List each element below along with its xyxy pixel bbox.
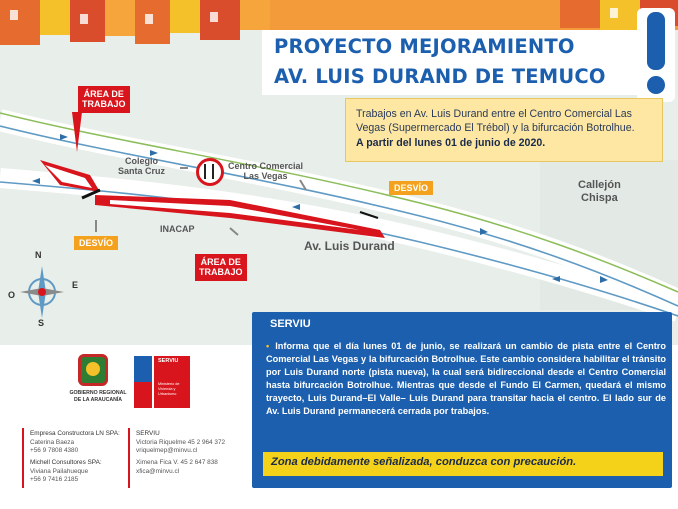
serviu-body-text: Informa que el día lunes 01 de junio, se realizará un cambio de pista entre el Centro Comercial Las Vegas y la bifurcación Botrolhue. Este cambio considera habilitar el tránsito por Luis Durand norte (pista nueva), la cual será bidireccional desde el Centro Comercial hasta bifurcación Botrolhue. Mientras que desde el Fundo El Carmen, quedará el mismo trayecto, Luis Durand–El Valle– Luis Durand para transitar hacia el centro. El lado sur de Av. Luis Durand permanecerá cerrada por trabajos. <box>266 341 666 417</box>
compass-rose <box>14 252 70 326</box>
label-inacap: INACAP <box>160 224 195 234</box>
notice-bar: Zona debidamente señalizada, conduzca con precaución. <box>263 452 663 476</box>
gobierno-logo <box>66 354 128 410</box>
contact-divider <box>22 428 24 488</box>
contact-serviu-2: Ximena Fica V. 45 2 647 838 xfica@minvu.cl <box>136 459 218 475</box>
compass-icon <box>8 250 79 328</box>
contact-serviu: SERVIU Victoria Riquelme 45 2 964 372 vriquelmep@minvu.cl <box>136 430 226 455</box>
exclamation-icon <box>637 8 675 102</box>
area-trabajo-pointer-1 <box>72 112 82 152</box>
serviu-logo <box>134 356 190 408</box>
ministerio-text: Ministerio de Vivienda y Urbanismo <box>158 382 180 397</box>
gobierno-text: GOBIERNO REGIONAL DE LA ARAUCANÍA <box>69 390 127 404</box>
compass-o: O <box>8 290 16 300</box>
label-avenida: Av. Luis Durand <box>304 239 395 253</box>
bullet-icon: • <box>266 341 270 351</box>
area-trabajo-tag-2: ÁREA DE TRABAJO <box>195 254 247 281</box>
label-callejon: Callejón Chispa <box>578 179 621 204</box>
serviu-logo-text: SERVIU <box>158 358 179 364</box>
exclamation-dot <box>647 76 665 94</box>
serviu-body <box>266 340 666 418</box>
title-line-2: AV. LUIS DURAND DE TEMUCO <box>274 65 606 88</box>
compass-s: S <box>38 318 45 328</box>
info-date: A partir del lunes 01 de junio de 2020. <box>356 136 546 149</box>
desvio-tag-1: DESVÍO <box>389 181 433 195</box>
contact-divider-2 <box>128 428 130 488</box>
compass-n: N <box>35 250 42 260</box>
info-box <box>345 98 663 162</box>
compass-e: E <box>72 280 79 290</box>
label-colegio: Colegio Santa Cruz <box>118 156 166 177</box>
info-text: Trabajos en Av. Luis Durand entre el Centro Comercial Las Vegas (Supermercado El Trébol) y la bifurcación Botrolhue. <box>356 108 635 135</box>
contact-michell: Michell Consultores SPA: Viviana Pailahueque +56 9 7416 2185 <box>30 459 102 484</box>
label-centro-comercial: Centro Comercial Las Vegas <box>228 161 304 182</box>
traffic-sign-icon <box>196 158 224 186</box>
desvio-tag-2: DESVÍO <box>74 236 118 250</box>
exclamation-bar <box>647 12 665 70</box>
area-trabajo-tag-1: ÁREA DE TRABAJO <box>78 86 130 113</box>
title-line-1: PROYECTO MEJORAMIENTO <box>274 35 575 58</box>
serviu-title: SERVIU <box>270 318 311 330</box>
contact-empresa: Empresa Constructora LN SPA: Caterina Baeza +56 9 7808 4380 <box>30 430 120 455</box>
